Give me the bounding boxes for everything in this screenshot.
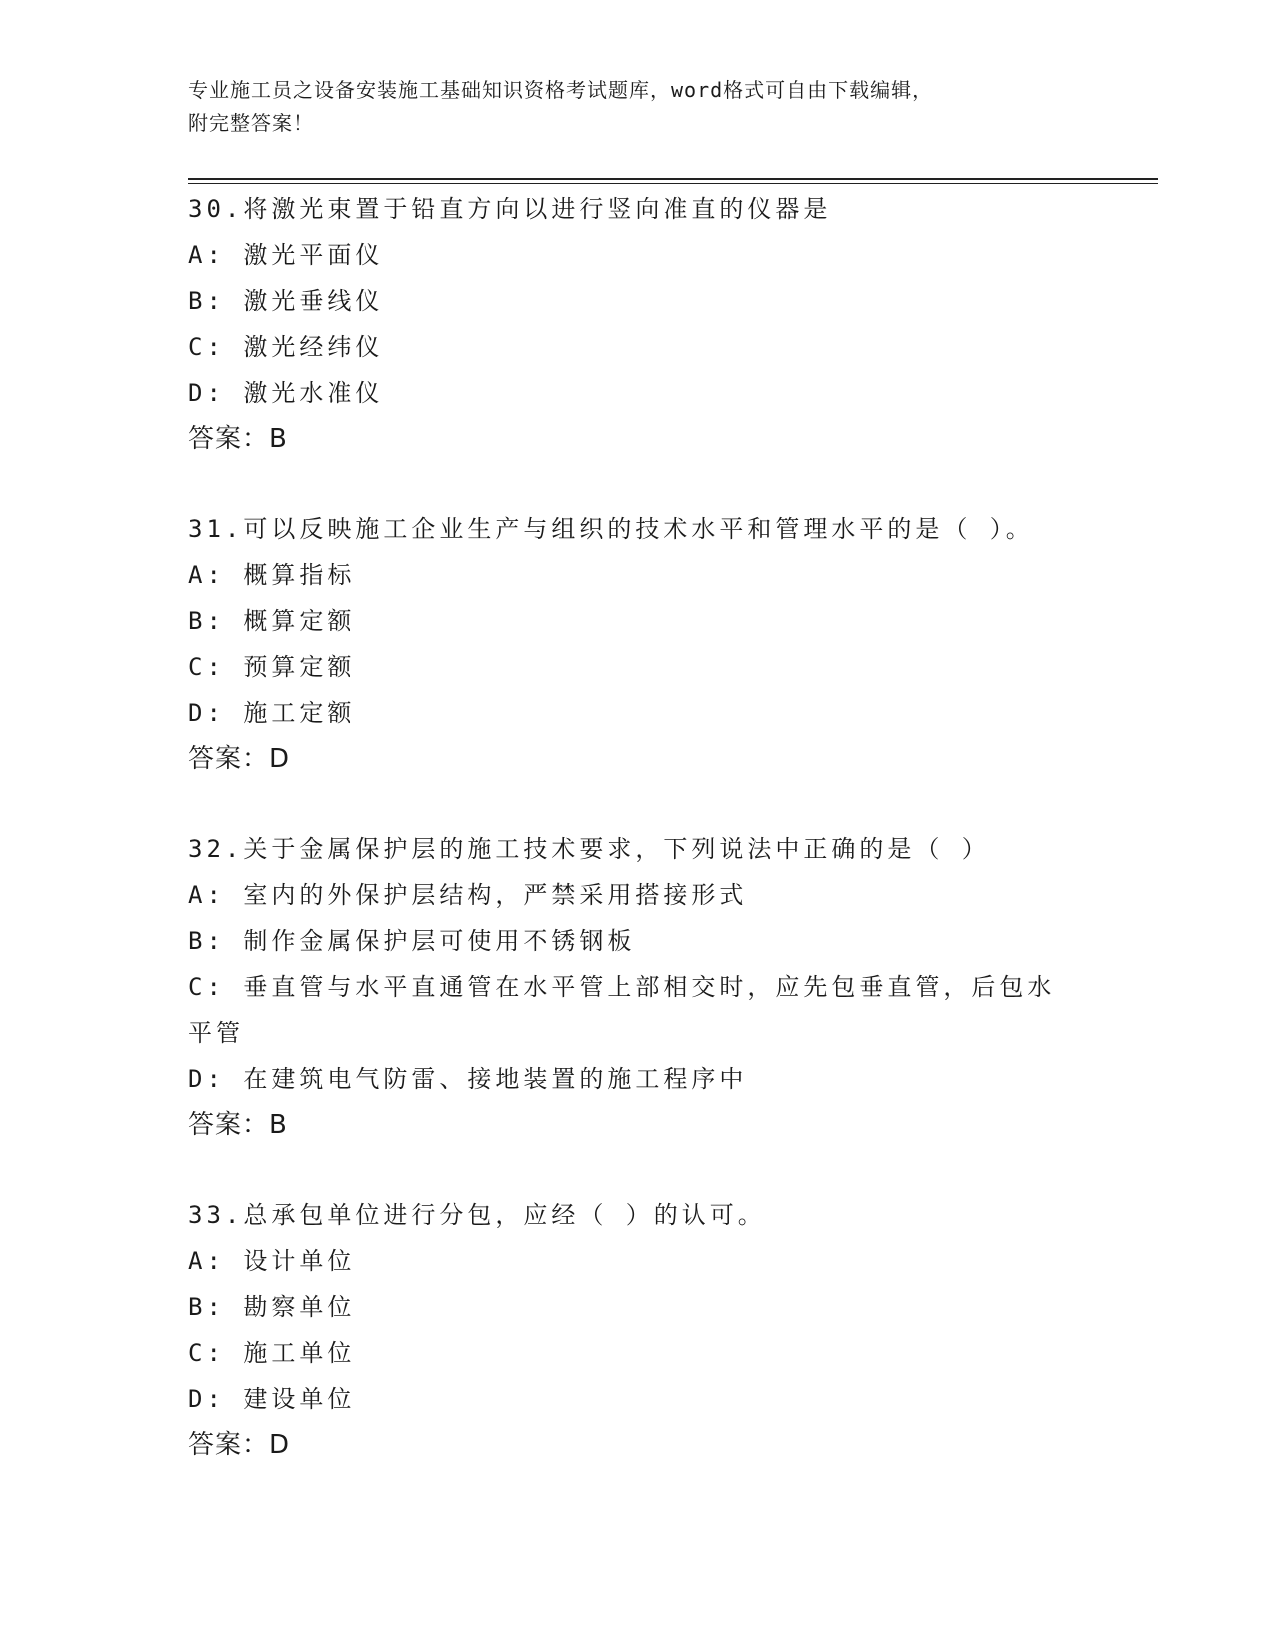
option-a: A: 激光平面仪 <box>188 241 384 269</box>
question-32 <box>188 826 1088 1148</box>
option-b: B: 激光垂线仪 <box>188 287 384 315</box>
document-header <box>188 74 1088 140</box>
header-line-1: 专业施工员之设备安装施工基础知识资格考试题库，word格式可自由下载编辑， <box>188 78 934 102</box>
option-b: B: 制作金属保护层可使用不锈钢板 <box>188 927 636 955</box>
answer: 答案：B <box>188 1110 288 1140</box>
answer: 答案：D <box>188 1430 291 1460</box>
option-b: B: 概算定额 <box>188 607 356 635</box>
question-stem: 31.可以反映施工企业生产与组织的技术水平和管理水平的是（ ）。 <box>188 515 1034 543</box>
option-c-continued: 平管 <box>188 1019 244 1047</box>
question-30 <box>188 186 1088 462</box>
question-stem: 32.关于金属保护层的施工技术要求，下列说法中正确的是（ ） <box>188 835 990 863</box>
option-d: D: 建设单位 <box>188 1385 356 1413</box>
option-d: D: 施工定额 <box>188 699 356 727</box>
option-d: D: 在建筑电气防雷、接地装置的施工程序中 <box>188 1065 748 1093</box>
option-a: A: 室内的外保护层结构，严禁采用搭接形式 <box>188 881 748 909</box>
option-a: A: 设计单位 <box>188 1247 356 1275</box>
answer: 答案：D <box>188 744 291 774</box>
question-stem: 33.总承包单位进行分包，应经（ ）的认可。 <box>188 1201 766 1229</box>
question-31 <box>188 506 1088 782</box>
option-c: C: 激光经纬仪 <box>188 333 384 361</box>
option-b: B: 勘察单位 <box>188 1293 356 1321</box>
question-stem: 30.将激光束置于铅直方向以进行竖向准直的仪器是 <box>188 195 832 223</box>
answer: 答案：B <box>188 424 288 454</box>
option-d: D: 激光水准仪 <box>188 379 384 407</box>
option-c: C: 施工单位 <box>188 1339 356 1367</box>
question-33 <box>188 1192 1088 1468</box>
option-c: C: 预算定额 <box>188 653 356 681</box>
option-c: C: 垂直管与水平直通管在水平管上部相交时，应先包垂直管，后包水 <box>188 973 1056 1001</box>
header-divider <box>188 178 1158 184</box>
header-line-2: 附完整答案！ <box>188 111 314 135</box>
option-a: A: 概算指标 <box>188 561 356 589</box>
